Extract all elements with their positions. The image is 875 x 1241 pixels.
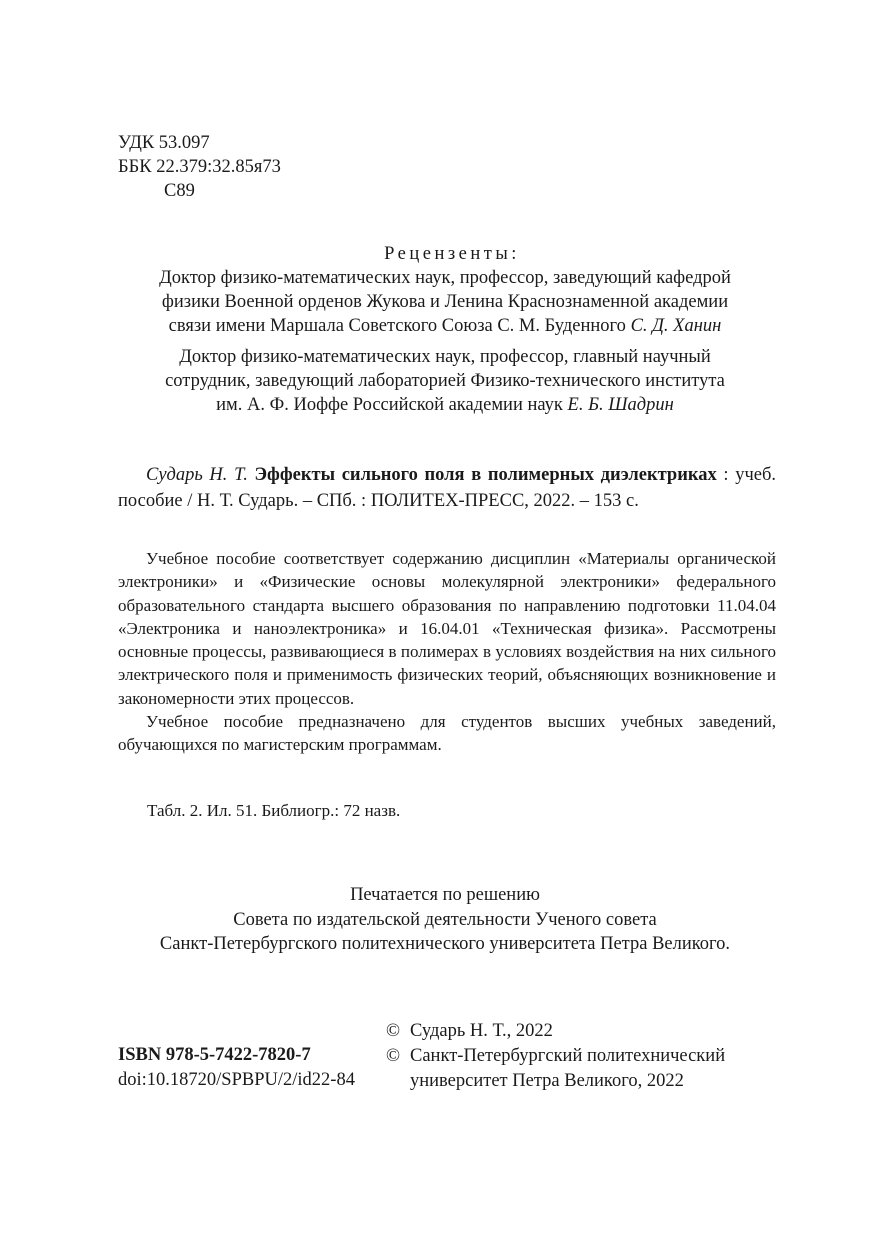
copyright-author-text: Сударь Н. Т., 2022 bbox=[410, 1021, 553, 1041]
reviewer-second-affiliation: им. А. Ф. Иоффе Российской академии наук bbox=[216, 395, 568, 415]
copyright-publisher-text: Санкт-Петербургский политехнический bbox=[410, 1046, 726, 1066]
annotation-paragraph: Учебное пособие соответствует содержанию дисциплин «Материалы органической электроники» и «Физические основы молекулярной электроники» федерального образовательного стандарта высшего образования по направлению подготовки 11.04.04 «Электроника и наноэлектроника» и 16.04.01 «Техническая физика». Рассмотрены основные процессы, развивающиеся в полимерах в условиях воздействия на них сильного электрического поля и применимость физических теорий, объясняющих возникновение и закономерности этих процессов. bbox=[118, 549, 776, 708]
counts-line: Табл. 2. Ил. 51. Библиогр.: 72 назв. bbox=[147, 801, 401, 820]
reviewer-first-line: физики Военной орденов Жукова и Ленина Краснознаменной академии bbox=[161, 292, 729, 312]
bib-author: Сударь Н. Т. bbox=[146, 465, 248, 485]
annotation bbox=[118, 547, 776, 757]
copyright-icon: © bbox=[386, 1021, 401, 1041]
classification-block bbox=[118, 131, 281, 203]
copyright-publisher-cont: университет Петра Великого, 2022 bbox=[410, 1071, 684, 1091]
decision-line: Санкт-Петербургского политехнического университета Петра Великого. bbox=[159, 934, 731, 954]
reviewers-block bbox=[90, 242, 800, 417]
author-mark: С89 bbox=[164, 181, 195, 201]
bib-title: Эффекты сильного поля в полимерных диэлектриках bbox=[254, 465, 717, 485]
decision-line: Совета по издательской деятельности Ученого совета bbox=[233, 909, 657, 930]
bibliographic-record bbox=[118, 462, 776, 514]
identifiers-block bbox=[118, 1043, 355, 1093]
reviewer-second-line bbox=[90, 393, 800, 417]
copyright-icon: © bbox=[386, 1046, 401, 1066]
decision-line: Печатается по решению bbox=[350, 885, 540, 905]
reviewer-first-line bbox=[90, 314, 800, 338]
reviewer-second-line: Доктор физико-математических наук, профессор, главный научный bbox=[179, 347, 711, 367]
reviewer-first bbox=[90, 266, 800, 338]
bbk-code: ББК 22.379:32.85я73 bbox=[118, 157, 281, 177]
reviewer-second-line: сотрудник, заведующий лабораторией Физико-технического института bbox=[165, 371, 725, 391]
udk-code: УДК 53.097 bbox=[118, 133, 210, 153]
reviewers-heading: Рецензенты: bbox=[384, 244, 520, 264]
reviewer-first-name: С. Д. Ханин bbox=[630, 316, 722, 336]
copyright-publisher bbox=[386, 1044, 725, 1069]
reviewer-first-line: Доктор физико-математических наук, профессор, заведующий кафедрой bbox=[159, 268, 731, 288]
publication-decision bbox=[90, 883, 800, 957]
reviewer-second-name: Е. Б. Шадрин bbox=[567, 395, 674, 415]
isbn: ISBN 978-5-7422-7820-7 bbox=[118, 1045, 311, 1065]
copyright-author bbox=[386, 1019, 725, 1044]
reviewer-first-affiliation: связи имени Маршала Советского Союза С. М. Буденного bbox=[168, 316, 631, 336]
annotation-paragraph: Учебное пособие предназначено для студентов высших учебных заведений, обучающихся по магистерским программам. bbox=[118, 712, 776, 755]
copyright-block bbox=[386, 1019, 725, 1094]
reviewer-second bbox=[90, 345, 800, 417]
doi: doi:10.18720/SPBPU/2/id22-84 bbox=[118, 1070, 355, 1090]
bib-details: : учеб. пособие / Н. Т. Сударь. – СПб. : ПОЛИТЕХ-ПРЕСС, 2022. – 153 с. bbox=[118, 465, 777, 511]
